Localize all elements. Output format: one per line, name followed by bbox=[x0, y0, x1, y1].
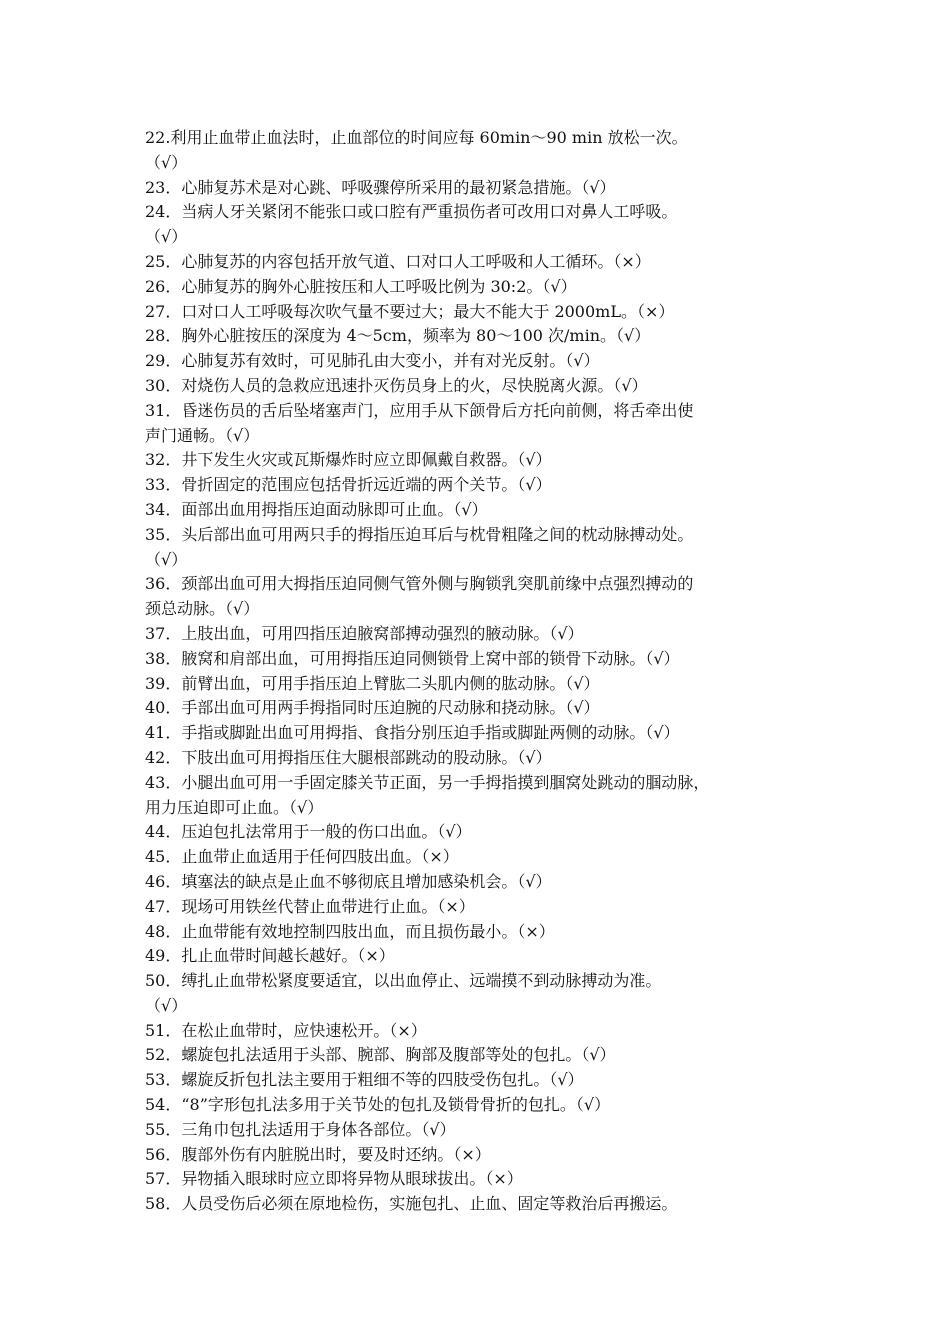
text-line: （√） bbox=[145, 227, 188, 247]
text-line: 24．当病人牙关紧闭不能张口或口腔有严重损伤者可改用口对鼻人工呼吸。 bbox=[145, 202, 678, 222]
text-line: 43．小腿出血可用一手固定膝关节正面，另一手拇指摸到腘窝处跳动的腘动脉， bbox=[145, 772, 710, 792]
text-line: （√） bbox=[145, 995, 188, 1015]
text-line: 40．手部出血可用两手拇指同时压迫腕的尺动脉和挠动脉。（√） bbox=[145, 698, 600, 718]
text-line: 55．三角巾包扎法适用于身体各部位。（√） bbox=[145, 1119, 456, 1139]
text-line: 42．下肢出血可用拇指压住大腿根部跳动的股动脉。（√） bbox=[145, 747, 552, 767]
text-line: 33．骨折固定的范围应包括骨折远近端的两个关节。（√） bbox=[145, 475, 552, 495]
text-line: （√） bbox=[145, 549, 188, 569]
text-line: 57．异物插入眼球时应立即将异物从眼球拔出。（×） bbox=[145, 1169, 523, 1189]
text-line: 22.利用止血带止血法时，止血部位的时间应每 60min～90 min 放松一次。 bbox=[145, 128, 688, 147]
text-line: 51．在松止血带时，应快速松开。（×） bbox=[145, 1020, 427, 1040]
text-line: （√） bbox=[145, 152, 188, 172]
question-list bbox=[145, 126, 825, 1217]
text-line: 49．扎止血带时间越长越好。（×） bbox=[145, 946, 395, 966]
text-line: 颈总动脉。（√） bbox=[145, 599, 260, 619]
text-line: 36．颈部出血可用大拇指压迫同侧气管外侧与胸锁乳突肌前缘中点强烈搏动的 bbox=[145, 574, 694, 594]
text-line: 34．面部出血用拇指压迫面动脉即可止血。（√） bbox=[145, 499, 488, 519]
text-line: 声门通畅。（√） bbox=[145, 425, 260, 445]
text-line: 37．上肢出血，可用四指压迫腋窝部搏动强烈的腋动脉。（√） bbox=[145, 623, 584, 643]
text-line: 38．腋窝和肩部出血，可用拇指压迫同侧锁骨上窝中部的锁骨下动脉。（√） bbox=[145, 648, 680, 668]
text-line: 50．缚扎止血带松紧度要适宜，以出血停止、远端摸不到动脉搏动为准。 bbox=[145, 971, 662, 991]
text-line: 47．现场可用铁丝代替止血带进行止血。（×） bbox=[145, 896, 475, 916]
text-line: 56．腹部外伤有内脏脱出时，要及时还纳。（×） bbox=[145, 1144, 491, 1164]
text-line: 30．对烧伤人员的急救应迅速扑灭伤员身上的火，尽快脱离火源。（√） bbox=[145, 375, 648, 395]
text-line: 52．螺旋包扎法适用于头部、腕部、胸部及腹部等处的包扎。（√） bbox=[145, 1045, 616, 1065]
text-line: 31．昏迷伤员的舌后坠堵塞声门，应用手从下颌骨后方托向前侧，将舌牵出使 bbox=[145, 400, 694, 420]
text-line: 用力压迫即可止血。（√） bbox=[145, 797, 324, 817]
text-line: 23．心肺复苏术是对心跳、呼吸骤停所采用的最初紧急措施。（√） bbox=[145, 177, 616, 197]
text-line: 35．头后部出血可用两只手的拇指压迫耳后与枕骨粗隆之间的枕动脉搏动处。 bbox=[145, 524, 694, 544]
text-line: 53．螺旋反折包扎法主要用于粗细不等的四肢受伤包扎。（√） bbox=[145, 1070, 584, 1090]
text-line: 58．人员受伤后必须在原地检伤，实施包扎、止血、固定等救治后再搬运。 bbox=[145, 1194, 678, 1214]
text-line: 25．心肺复苏的内容包括开放气道、口对口人工呼吸和人工循环。（×） bbox=[145, 251, 651, 271]
text-line: 46．填塞法的缺点是止血不够彻底且增加感染机会。（√） bbox=[145, 871, 552, 891]
text-line: 54．“8”字形包扎法多用于关节处的包扎及锁骨骨折的包扎。（√） bbox=[145, 1095, 611, 1115]
text-line: 41．手指或脚趾出血可用拇指、食指分别压迫手指或脚趾两侧的动脉。（√） bbox=[145, 723, 680, 743]
text-line: 28．胸外心脏按压的深度为 4～5cm，频率为 80～100 次/min。（√） bbox=[145, 326, 651, 346]
text-line: 39．前臂出血，可用手指压迫上臂肱二头肌内侧的肱动脉。（√） bbox=[145, 673, 600, 693]
text-line: 45．止血带止血适用于任何四肢出血。（×） bbox=[145, 847, 459, 867]
text-line: 29．心肺复苏有效时，可见肺孔由大变小，并有对光反射。（√） bbox=[145, 351, 600, 371]
text-line: 48．止血带能有效地控制四肢出血，而且损伤最小。（×） bbox=[145, 921, 555, 941]
text-line: 26．心肺复苏的胸外心脏按压和人工呼吸比例为 30:2。（√） bbox=[145, 276, 577, 296]
text-line: 27．口对口人工呼吸每次吹气量不要过大；最大不能大于 2000mL。（×） bbox=[145, 301, 675, 321]
text-line: 44．压迫包扎法常用于一般的伤口出血。（√） bbox=[145, 822, 472, 842]
text-line: 32．井下发生火灾或瓦斯爆炸时应立即佩戴自救器。（√） bbox=[145, 450, 552, 470]
